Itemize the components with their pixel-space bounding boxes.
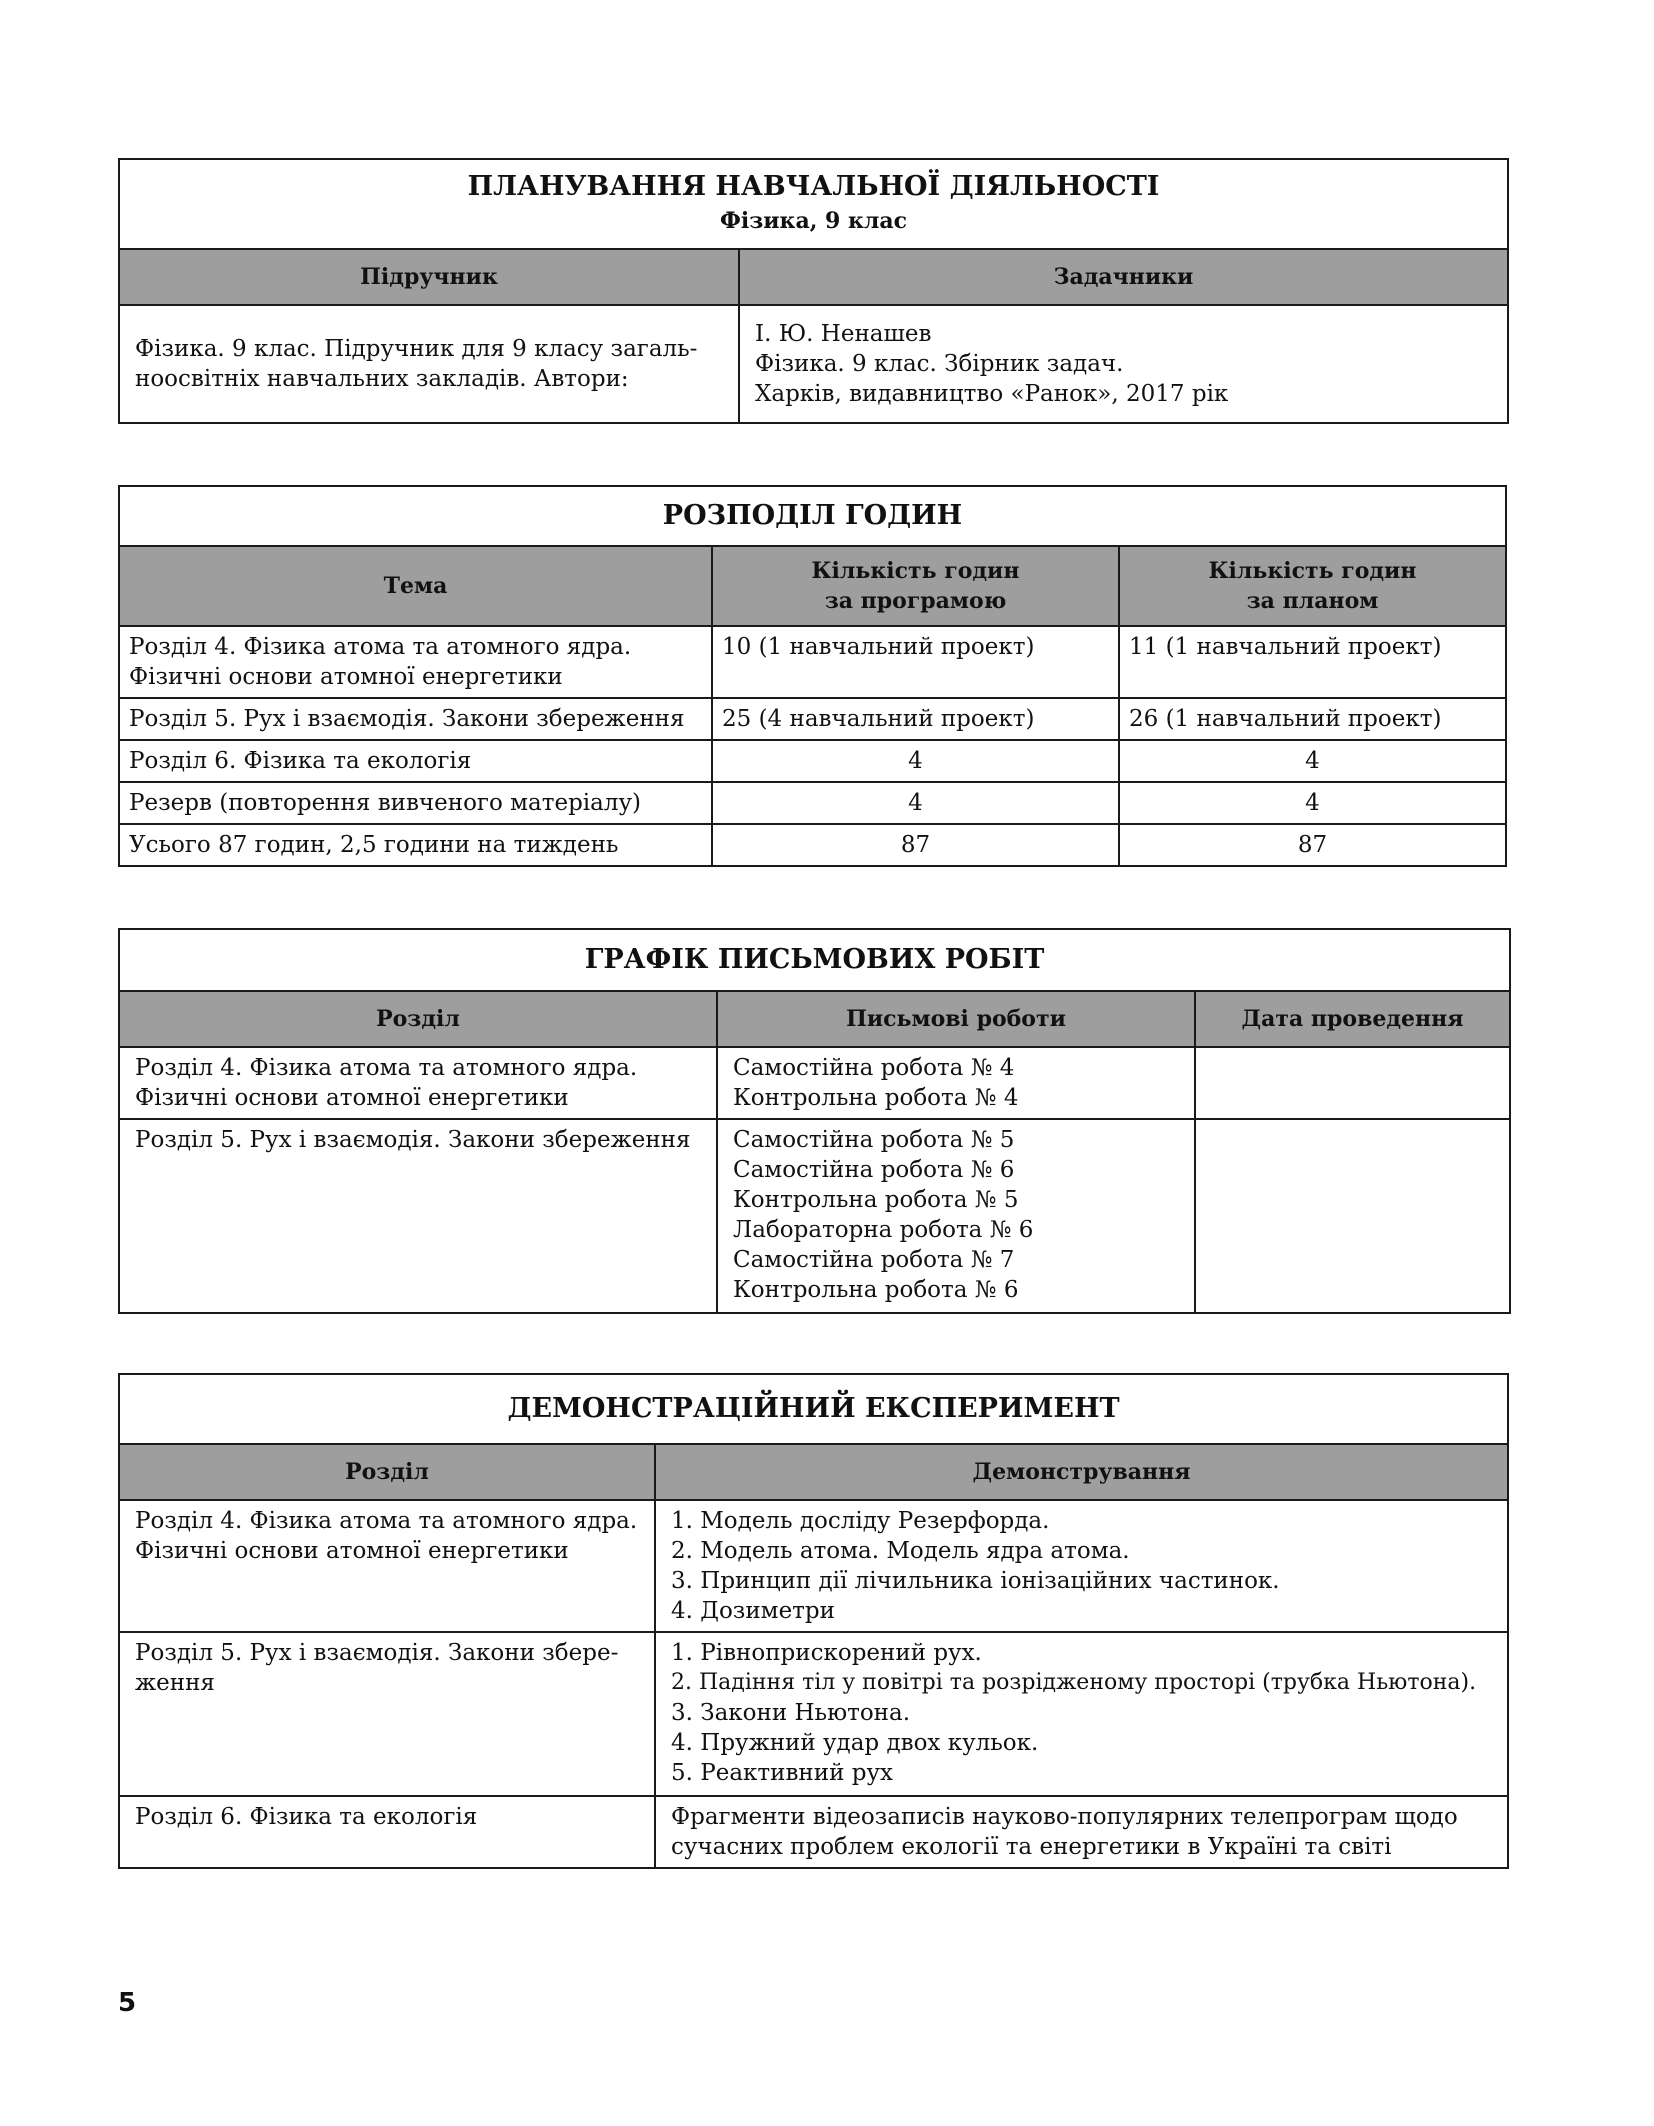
- section-cell: [119, 1119, 717, 1313]
- demo-item: 4. Пружний удар двох кульок.: [671, 1730, 1039, 1756]
- works-cell: [717, 1047, 1195, 1119]
- header-section: Розділ: [119, 1444, 655, 1500]
- header-plan-hours: [1119, 546, 1506, 626]
- work-item: Контрольна робота № 6: [733, 1277, 1019, 1303]
- plan-cell: [1119, 824, 1506, 866]
- program-value: 4: [908, 790, 923, 816]
- planning-table: [118, 158, 1509, 424]
- table-row: [119, 1119, 1510, 1313]
- table-row: [119, 740, 1506, 782]
- demo-item: 1. Модель досліду Резерфорда.: [671, 1508, 1050, 1534]
- demo-item: 4. Дозиметри: [671, 1598, 835, 1624]
- header-plan-hours-line: Кількість годин: [1208, 558, 1417, 584]
- table-row: [119, 1632, 1508, 1796]
- plan-cell: [1119, 782, 1506, 824]
- demo-table: [118, 1373, 1509, 1869]
- program-cell: [712, 740, 1119, 782]
- hours-title: РОЗПОДІЛ ГОДИН: [119, 486, 1506, 546]
- section-line: ження: [135, 1670, 215, 1696]
- table-row: [119, 1047, 1510, 1119]
- demo-item: 5. Реактивний рух: [671, 1760, 893, 1786]
- header-problem-books: Задачники: [739, 249, 1508, 305]
- topic-cell: [119, 782, 712, 824]
- planning-title: ПЛАНУВАННЯ НАВЧАЛЬНОЇ ДІЯЛЬНОСТІ: [467, 171, 1160, 202]
- demo-item: 2. Модель атома. Модель ядра атома.: [671, 1538, 1130, 1564]
- plan-cell: [1119, 626, 1506, 698]
- section-line: Фізичні основи атомної енергетики: [135, 1538, 569, 1564]
- topic-line: Розділ 5. Рух і взаємодія. Закони збереження: [129, 706, 685, 732]
- work-item: Лабораторна робота № 6: [733, 1217, 1034, 1243]
- demo-items-cell: [655, 1632, 1508, 1796]
- demo-title: ДЕМОНСТРАЦІЙНИЙ ЕКСПЕРИМЕНТ: [119, 1374, 1508, 1444]
- table-row: [119, 698, 1506, 740]
- topic-line: Резерв (повторення вивченого матеріалу): [129, 790, 641, 816]
- table-row: [119, 1796, 1508, 1868]
- program-value: 87: [900, 832, 931, 858]
- table-row: [119, 626, 1506, 698]
- date-cell: [1195, 1119, 1510, 1313]
- section-line: Розділ 5. Рух і взаємодія. Закони збере-: [135, 1640, 619, 1666]
- work-item: Контрольна робота № 5: [733, 1187, 1019, 1213]
- textbook-line: Фізика. 9 клас. Підручник для 9 класу загаль-: [135, 336, 698, 362]
- header-demonstration: Демонстрування: [655, 1444, 1508, 1500]
- header-program-hours-line: Кількість годин: [811, 558, 1020, 584]
- problem-books-cell: [739, 305, 1508, 423]
- textbook-line: ноосвітніх навчальних закладів. Автори:: [135, 366, 629, 392]
- program-value: 10 (1 навчальний проект): [722, 634, 1035, 660]
- header-date: Дата проведення: [1195, 991, 1510, 1047]
- table-row: [119, 782, 1506, 824]
- planning-title-cell: [119, 159, 1508, 249]
- work-item: Самостійна робота № 5: [733, 1127, 1015, 1153]
- written-title: ГРАФІК ПИСЬМОВИХ РОБІТ: [119, 929, 1510, 991]
- topic-cell: [119, 824, 712, 866]
- section-cell: [119, 1047, 717, 1119]
- plan-value: 11 (1 навчальний проект): [1129, 634, 1442, 660]
- topic-cell: [119, 740, 712, 782]
- topic-cell: [119, 626, 712, 698]
- demo-item: сучасних проблем екології та енергетики в Україні та світі: [671, 1834, 1392, 1860]
- plan-value: 4: [1305, 790, 1320, 816]
- section-cell: [119, 1796, 655, 1868]
- topic-line: Усього 87 годин, 2,5 години на тиждень: [129, 832, 619, 858]
- demo-items-cell: [655, 1500, 1508, 1632]
- written-works-table: [118, 928, 1511, 1314]
- header-textbook: Підручник: [119, 249, 739, 305]
- plan-value: 26 (1 навчальний проект): [1129, 706, 1442, 732]
- plan-cell: [1119, 740, 1506, 782]
- plan-value: 87: [1297, 832, 1328, 858]
- header-plan-hours-line: за планом: [1246, 588, 1379, 614]
- demo-item: 1. Рівноприскорений рух.: [671, 1640, 982, 1666]
- problem-book-line: Харків, видавництво «Ранок», 2017 рік: [755, 381, 1229, 407]
- section-line: Розділ 6. Фізика та екологія: [135, 1804, 478, 1830]
- topic-cell: [119, 698, 712, 740]
- section-cell: [119, 1632, 655, 1796]
- demo-items-cell: [655, 1796, 1508, 1868]
- section-cell: [119, 1500, 655, 1632]
- section-line: Розділ 5. Рух і взаємодія. Закони збереження: [135, 1127, 691, 1153]
- table-row: [119, 824, 1506, 866]
- program-cell: [712, 698, 1119, 740]
- problem-book-line: Фізика. 9 клас. Збірник задач.: [755, 351, 1124, 377]
- section-line: Розділ 4. Фізика атома та атомного ядра.: [135, 1055, 638, 1081]
- section-line: Розділ 4. Фізика атома та атомного ядра.: [135, 1508, 638, 1534]
- planning-subtitle: Фізика, 9 клас: [719, 208, 908, 234]
- page-number: 5: [118, 1988, 137, 2018]
- hours-table: [118, 485, 1507, 867]
- program-value: 4: [908, 748, 923, 774]
- topic-line: Розділ 4. Фізика атома та атомного ядра.: [129, 634, 632, 660]
- program-value: 25 (4 навчальний проект): [722, 706, 1035, 732]
- table-row: [119, 1500, 1508, 1632]
- header-topic: Тема: [119, 546, 712, 626]
- section-line: Фізичні основи атомної енергетики: [135, 1085, 569, 1111]
- work-item: Самостійна робота № 6: [733, 1157, 1015, 1183]
- program-cell: [712, 626, 1119, 698]
- demo-item: 2. Падіння тіл у повітрі та розрідженому просторі (трубка Ньютона).: [671, 1670, 1477, 1695]
- work-item: Контрольна робота № 4: [733, 1085, 1019, 1111]
- problem-book-line: І. Ю. Ненашев: [755, 321, 932, 347]
- work-item: Самостійна робота № 4: [733, 1055, 1015, 1081]
- works-cell: [717, 1119, 1195, 1313]
- program-cell: [712, 824, 1119, 866]
- demo-item: 3. Закони Ньютона.: [671, 1700, 911, 1726]
- topic-line: Розділ 6. Фізика та екологія: [129, 748, 472, 774]
- topic-line: Фізичні основи атомної енергетики: [129, 664, 563, 690]
- plan-cell: [1119, 698, 1506, 740]
- program-cell: [712, 782, 1119, 824]
- date-cell: [1195, 1047, 1510, 1119]
- plan-value: 4: [1305, 748, 1320, 774]
- header-written-works: Письмові роботи: [717, 991, 1195, 1047]
- header-program-hours: [712, 546, 1119, 626]
- demo-item: 3. Принцип дії лічильника іонізаційних частинок.: [671, 1568, 1280, 1594]
- demo-item: Фрагменти відеозаписів науково-популярних телепрограм щодо: [671, 1804, 1458, 1830]
- header-section: Розділ: [119, 991, 717, 1047]
- textbook-cell: [119, 305, 739, 423]
- work-item: Самостійна робота № 7: [733, 1247, 1015, 1273]
- header-program-hours-line: за програмою: [824, 588, 1007, 614]
